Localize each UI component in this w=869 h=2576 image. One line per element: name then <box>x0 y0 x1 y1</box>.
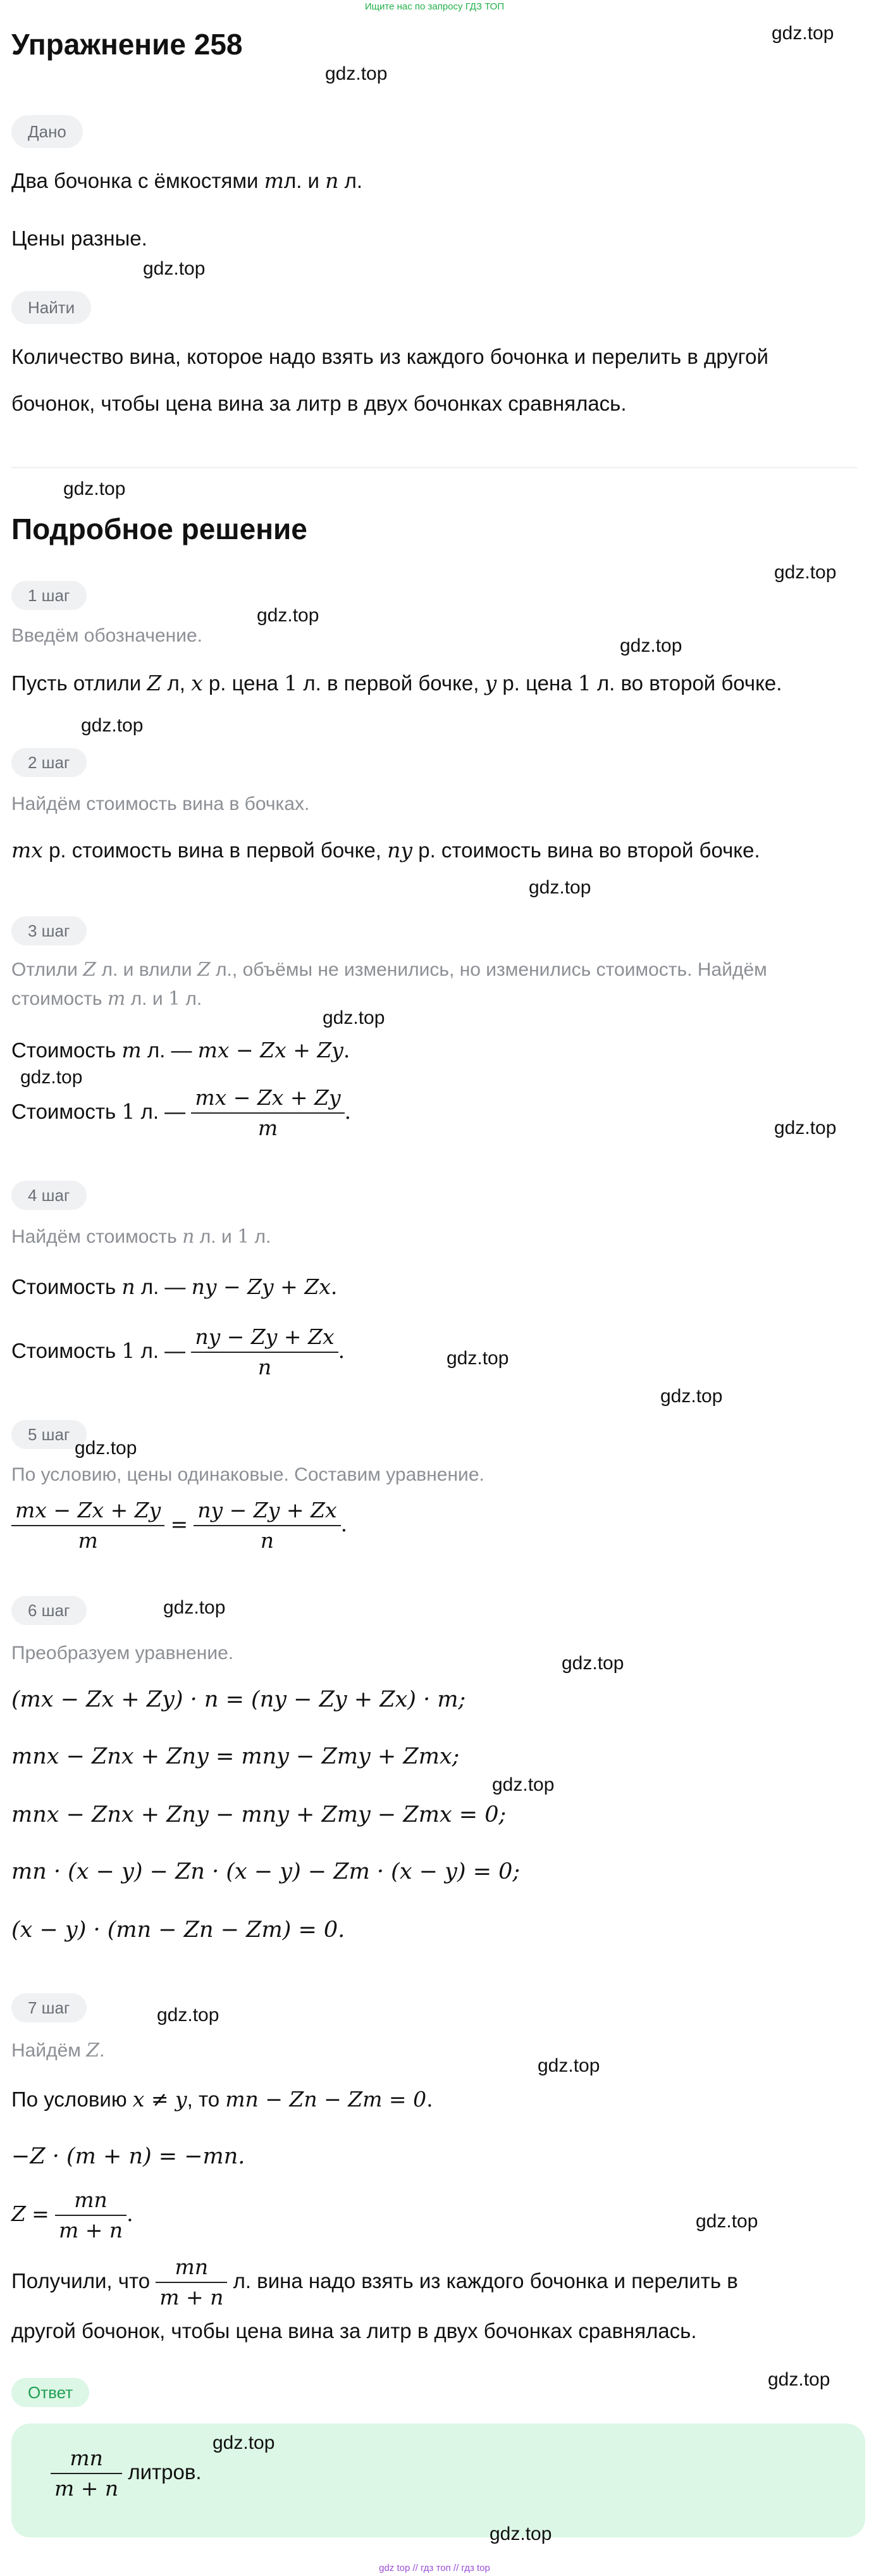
step-3-label: 3 шаг <box>11 916 87 945</box>
step-6-eq-5: (x − y) · (mn − Zn − Zm) = 0. <box>11 1917 345 1943</box>
step-3-eq-2: Стоимость 1 л. — $\frac{mx - Zx + Zy}{m}$ . <box>11 1085 352 1141</box>
step-4-eq-2: Стоимость 1 л. — $\frac{ny - Zy + Zx}{n}$ . <box>11 1324 345 1380</box>
step-7-eq-2: Z = $\frac{mn}{m + n}$ . <box>11 2187 133 2243</box>
watermark: gdz.top <box>257 605 319 626</box>
watermark: gdz.top <box>492 1774 555 1795</box>
step-6-eq-3: mnx − Znx + Zny − mny + Zmy − Zmx = 0; <box>11 1802 507 1827</box>
step-1-label: 1 шаг <box>11 581 87 610</box>
watermark: gdz.top <box>774 1117 837 1138</box>
answer-text: $\frac{mn}{m + n}$ литров. <box>51 2437 202 2507</box>
step-7-label: 7 шаг <box>11 1993 87 2022</box>
watermark: gdz.top <box>20 1067 83 1088</box>
find-line-2: бочонок, чтобы цена вина за литр в двух бочонках сравнялась. <box>11 392 627 415</box>
watermark: gdz.top <box>490 2523 552 2544</box>
step-6-eq-1: (mx − Zx + Zy) · n = (ny − Zy + Zx) · m; <box>11 1687 466 1712</box>
watermark: gdz.top <box>696 2211 758 2232</box>
given-line-1: Два бочонка с ёмкостями mл. и n л. <box>11 168 363 193</box>
watermark: gdz.top <box>163 1597 226 1618</box>
watermark: gdz.top <box>323 1007 385 1028</box>
watermark: gdz.top <box>768 2369 830 2390</box>
step-6-eq-4: mn · (x − y) − Zn · (x − y) − Zm · (x − y) = 0; <box>11 1859 521 1884</box>
step-6-eq-2: mnx − Znx + Zny = mny − Zmy + Zmx; <box>11 1744 460 1769</box>
watermark: gdz.top <box>529 877 591 898</box>
step-1-text: Пусть отлили Z л, x р. цена 1 л. в первой бочке, y р. цена 1 л. во второй бочке. <box>11 671 782 695</box>
page-title: Упражнение 258 <box>11 28 243 61</box>
watermark: gdz.top <box>772 23 834 44</box>
step-2-label: 2 шаг <box>11 748 87 777</box>
step-7-text-1: По условию x ≠ y, то mn − Zn − Zm = 0. <box>11 2087 433 2112</box>
step-7-result-1: Получили, что $\frac{mn}{m + n}$ л. вина надо взять из каждого бочонка и перелить в <box>11 2255 738 2310</box>
watermark: gdz.top <box>143 258 206 279</box>
given-label: Дано <box>11 115 83 148</box>
step-5-label: 5 шаг <box>11 1420 87 1449</box>
step-3-desc-2: стоимость m л. и 1 л. <box>11 988 202 1010</box>
step-6-desc: Преобразуем уравнение. <box>11 1643 234 1664</box>
watermark: gdz.top <box>447 1348 509 1369</box>
step-6-label: 6 шаг <box>11 1596 87 1625</box>
watermark: gdz.top <box>620 635 682 656</box>
step-4-eq-1: Стоимость n л. — ny − Zy + Zx. <box>11 1274 338 1299</box>
watermark: gdz.top <box>157 2005 219 2025</box>
step-7-result-2: другой бочонок, чтобы цена вина за литр в двух бочонках сравнялась. <box>11 2319 697 2343</box>
given-line-2: Цены разные. <box>11 227 147 250</box>
watermark: gdz.top <box>75 1438 137 1459</box>
step-4-desc: Найдём стоимость n л. и 1 л. <box>11 1226 271 1248</box>
footer-links[interactable]: gdz top // гдз топ // гдз top <box>379 2563 490 2573</box>
watermark: gdz.top <box>325 63 388 84</box>
top-banner: Ищите нас по запросу ГДЗ ТОП <box>364 1 505 12</box>
answer-label: Ответ <box>11 2378 89 2407</box>
watermark: gdz.top <box>81 715 144 736</box>
step-3-eq-1: Стоимость m л. — mx − Zx + Zy. <box>11 1038 350 1062</box>
step-7-desc: Найдём Z. <box>11 2039 105 2062</box>
watermark: gdz.top <box>774 562 837 583</box>
step-1-desc: Введём обозначение. <box>11 625 203 646</box>
section-divider <box>11 467 858 468</box>
step-2-text: mx р. стоимость вина в первой бочке, ny р. стоимость вина во второй бочке. <box>11 838 760 862</box>
step-5-desc: По условию, цены одинаковые. Составим уравнение. <box>11 1464 484 1485</box>
watermark: gdz.top <box>63 478 126 499</box>
find-line-1: Количество вина, которое надо взять из каждого бочонка и перелить в другой <box>11 345 768 368</box>
step-5-eq: $\frac{mx - Zx + Zy}{m}$ = $\frac{ny - Zy + Zx}{n}$ . <box>11 1490 347 1559</box>
watermark: gdz.top <box>562 1653 624 1674</box>
step-2-desc: Найдём стоимость вина в бочках. <box>11 793 310 814</box>
step-3-desc: Отлили Z л. и влили Z л., объёмы не изменились, но изменились стоимость. Найдём <box>11 959 767 981</box>
find-label: Найти <box>11 291 91 324</box>
solution-title: Подробное решение <box>11 513 307 545</box>
answer-box <box>11 2424 865 2537</box>
watermark: gdz.top <box>213 2432 275 2453</box>
watermark: gdz.top <box>660 1386 723 1407</box>
watermark: gdz.top <box>538 2055 600 2076</box>
step-4-label: 4 шаг <box>11 1181 87 1210</box>
step-7-eq-1: −Z · (m + n) = −mn. <box>11 2144 245 2169</box>
